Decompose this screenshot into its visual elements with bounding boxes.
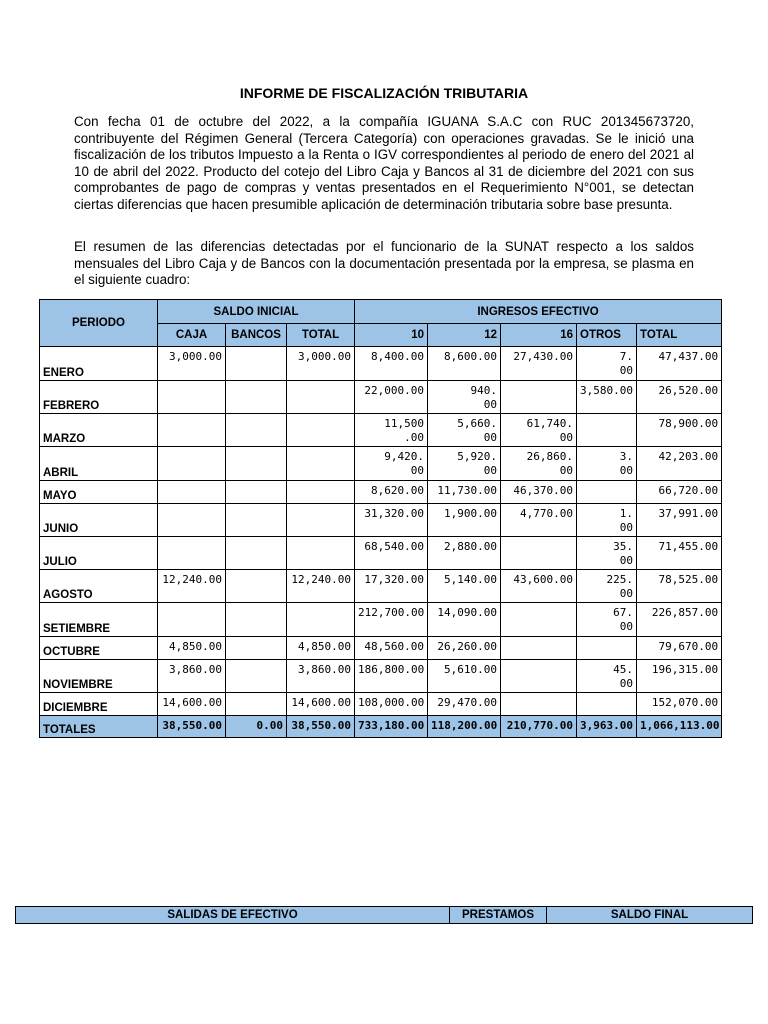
value-cell-c16: 46,370.00 bbox=[501, 481, 577, 504]
value-cell-c10: 22,000.00 bbox=[355, 381, 428, 414]
value-cell-bancos bbox=[226, 660, 287, 693]
value-cell-c16: 61,740. 00 bbox=[501, 414, 577, 447]
header-salidas-efectivo: SALIDAS DE EFECTIVO bbox=[16, 907, 450, 924]
total-cell-total2: 1,066,113.00 bbox=[637, 716, 722, 738]
value-cell-bancos bbox=[226, 570, 287, 603]
value-cell-total bbox=[287, 414, 355, 447]
value-cell-c12: 26,260.00 bbox=[428, 637, 501, 660]
period-cell: ENERO bbox=[40, 347, 158, 381]
value-cell-c10: 186,800.00 bbox=[355, 660, 428, 693]
value-cell-caja bbox=[158, 414, 226, 447]
value-cell-c16: 4,770.00 bbox=[501, 504, 577, 537]
header-total-ingresos: TOTAL bbox=[637, 324, 722, 347]
value-cell-otros bbox=[577, 414, 637, 447]
value-cell-otros bbox=[577, 693, 637, 716]
table-row bbox=[40, 447, 722, 481]
value-cell-total2: 66,720.00 bbox=[637, 481, 722, 504]
table-row bbox=[40, 693, 722, 716]
value-cell-bancos bbox=[226, 447, 287, 481]
period-cell: JUNIO bbox=[40, 504, 158, 537]
value-cell-otros bbox=[577, 637, 637, 660]
value-cell-c16 bbox=[501, 660, 577, 693]
report-title: INFORME DE FISCALIZACIÓN TRIBUTARIA bbox=[239, 85, 529, 101]
value-cell-c10: 48,560.00 bbox=[355, 637, 428, 660]
value-cell-total2: 78,525.00 bbox=[637, 570, 722, 603]
value-cell-c16 bbox=[501, 603, 577, 637]
value-cell-caja bbox=[158, 447, 226, 481]
total-cell-bancos: 0.00 bbox=[226, 716, 287, 738]
value-cell-otros: 45. 00 bbox=[577, 660, 637, 693]
value-cell-c12: 1,900.00 bbox=[428, 504, 501, 537]
value-cell-c16 bbox=[501, 381, 577, 414]
value-cell-total2: 152,070.00 bbox=[637, 693, 722, 716]
value-cell-total bbox=[287, 504, 355, 537]
value-cell-otros: 3,580.00 bbox=[577, 381, 637, 414]
table-row bbox=[40, 537, 722, 570]
period-cell: MARZO bbox=[40, 414, 158, 447]
total-cell-otros: 3,963.00 bbox=[577, 716, 637, 738]
value-cell-c12: 5,920. 00 bbox=[428, 447, 501, 481]
value-cell-bancos bbox=[226, 637, 287, 660]
table-row bbox=[40, 637, 722, 660]
value-cell-c16 bbox=[501, 537, 577, 570]
value-cell-bancos bbox=[226, 347, 287, 381]
table-row bbox=[40, 603, 722, 637]
summary-paragraph: El resumen de las diferencias detectadas por el funcionario de la SUNAT respecto a los saldos mensuales del Libro Caja y de Bancos con la documentación presentada por la empresa, se plasma en el siguiente cuadro: bbox=[74, 239, 694, 288]
totals-label: TOTALES bbox=[40, 716, 158, 738]
value-cell-c10: 212,700.00 bbox=[355, 603, 428, 637]
value-cell-caja bbox=[158, 381, 226, 414]
value-cell-c12: 8,600.00 bbox=[428, 347, 501, 381]
value-cell-total: 14,600.00 bbox=[287, 693, 355, 716]
value-cell-otros: 3. 00 bbox=[577, 447, 637, 481]
value-cell-c16 bbox=[501, 693, 577, 716]
value-cell-bancos bbox=[226, 693, 287, 716]
value-cell-total bbox=[287, 537, 355, 570]
value-cell-caja: 12,240.00 bbox=[158, 570, 226, 603]
total-cell-c16: 210,770.00 bbox=[501, 716, 577, 738]
value-cell-bancos bbox=[226, 481, 287, 504]
value-cell-c12: 2,880.00 bbox=[428, 537, 501, 570]
total-cell-total: 38,550.00 bbox=[287, 716, 355, 738]
bottom-summary-table bbox=[15, 906, 753, 924]
value-cell-c16: 43,600.00 bbox=[501, 570, 577, 603]
value-cell-c10: 17,320.00 bbox=[355, 570, 428, 603]
header-caja: CAJA bbox=[158, 324, 226, 347]
value-cell-otros: 7. 00 bbox=[577, 347, 637, 381]
value-cell-total: 12,240.00 bbox=[287, 570, 355, 603]
value-cell-bancos bbox=[226, 537, 287, 570]
value-cell-c16 bbox=[501, 637, 577, 660]
value-cell-c12: 5,140.00 bbox=[428, 570, 501, 603]
value-cell-total: 3,000.00 bbox=[287, 347, 355, 381]
table-row bbox=[40, 660, 722, 693]
totals-row bbox=[40, 716, 722, 738]
value-cell-total bbox=[287, 481, 355, 504]
value-cell-bancos bbox=[226, 414, 287, 447]
value-cell-caja: 4,850.00 bbox=[158, 637, 226, 660]
value-cell-bancos bbox=[226, 603, 287, 637]
value-cell-total2: 42,203.00 bbox=[637, 447, 722, 481]
value-cell-c10: 31,320.00 bbox=[355, 504, 428, 537]
value-cell-caja bbox=[158, 481, 226, 504]
value-cell-c12: 14,090.00 bbox=[428, 603, 501, 637]
period-cell: OCTUBRE bbox=[40, 637, 158, 660]
value-cell-otros: 1. 00 bbox=[577, 504, 637, 537]
value-cell-total2: 26,520.00 bbox=[637, 381, 722, 414]
value-cell-c10: 68,540.00 bbox=[355, 537, 428, 570]
value-cell-c12: 5,610.00 bbox=[428, 660, 501, 693]
cash-flow-table bbox=[39, 299, 722, 738]
value-cell-caja: 14,600.00 bbox=[158, 693, 226, 716]
value-cell-total2: 196,315.00 bbox=[637, 660, 722, 693]
value-cell-total bbox=[287, 447, 355, 481]
value-cell-c10: 108,000.00 bbox=[355, 693, 428, 716]
value-cell-c12: 29,470.00 bbox=[428, 693, 501, 716]
intro-paragraph: Con fecha 01 de octubre del 2022, a la compañía IGUANA S.A.C con RUC 201345673720, contribuyente del Régimen General (Tercera Categoría) con operaciones gravadas. Se le inició una fiscalización de los tributos Impuesto a la Renta o IGV correspondientes al periodo de enero del 2021 al 10 de abril del 2022. Producto del cotejo del Libro Caja y Bancos al 31 de diciembre del 2021 con sus comprobantes de pago de compras y ventas presentados en el Requerimiento N°001, se detectan ciertas diferencias que hacen presumible aplicación de determinación tributaria sobre base presunta. bbox=[74, 114, 694, 212]
value-cell-otros: 225. 00 bbox=[577, 570, 637, 603]
header-otros: OTROS bbox=[577, 324, 637, 347]
period-cell: JULIO bbox=[40, 537, 158, 570]
table-row bbox=[40, 381, 722, 414]
value-cell-total: 3,860.00 bbox=[287, 660, 355, 693]
total-cell-c10: 733,180.00 bbox=[355, 716, 428, 738]
table-row bbox=[40, 347, 722, 381]
table-row bbox=[40, 481, 722, 504]
header-16: 16 bbox=[501, 324, 577, 347]
value-cell-c12: 11,730.00 bbox=[428, 481, 501, 504]
value-cell-total2: 79,670.00 bbox=[637, 637, 722, 660]
value-cell-c12: 5,660. 00 bbox=[428, 414, 501, 447]
header-saldo-inicial: SALDO INICIAL bbox=[158, 300, 355, 324]
value-cell-c16: 27,430.00 bbox=[501, 347, 577, 381]
table-row bbox=[40, 570, 722, 603]
header-total: TOTAL bbox=[287, 324, 355, 347]
value-cell-total bbox=[287, 381, 355, 414]
header-bancos: BANCOS bbox=[226, 324, 287, 347]
value-cell-otros: 35. 00 bbox=[577, 537, 637, 570]
value-cell-otros bbox=[577, 481, 637, 504]
value-cell-total: 4,850.00 bbox=[287, 637, 355, 660]
period-cell: FEBRERO bbox=[40, 381, 158, 414]
value-cell-caja: 3,000.00 bbox=[158, 347, 226, 381]
header-ingresos-efectivo: INGRESOS EFECTIVO bbox=[355, 300, 722, 324]
header-10: 10 bbox=[355, 324, 428, 347]
period-cell: ABRIL bbox=[40, 447, 158, 481]
value-cell-c12: 940. 00 bbox=[428, 381, 501, 414]
value-cell-bancos bbox=[226, 381, 287, 414]
period-cell: MAYO bbox=[40, 481, 158, 504]
value-cell-otros: 67. 00 bbox=[577, 603, 637, 637]
value-cell-total2: 71,455.00 bbox=[637, 537, 722, 570]
value-cell-total2: 226,857.00 bbox=[637, 603, 722, 637]
header-saldo-final: SALDO FINAL bbox=[547, 907, 753, 924]
value-cell-total bbox=[287, 603, 355, 637]
header-prestamos: PRESTAMOS bbox=[450, 907, 547, 924]
value-cell-total2: 37,991.00 bbox=[637, 504, 722, 537]
value-cell-c10: 8,400.00 bbox=[355, 347, 428, 381]
value-cell-bancos bbox=[226, 504, 287, 537]
value-cell-c10: 11,500 .00 bbox=[355, 414, 428, 447]
header-periodo: PERIODO bbox=[40, 300, 158, 347]
value-cell-c16: 26,860. 00 bbox=[501, 447, 577, 481]
period-cell: AGOSTO bbox=[40, 570, 158, 603]
value-cell-caja: 3,860.00 bbox=[158, 660, 226, 693]
value-cell-total2: 78,900.00 bbox=[637, 414, 722, 447]
value-cell-caja bbox=[158, 603, 226, 637]
table-row bbox=[40, 414, 722, 447]
value-cell-total2: 47,437.00 bbox=[637, 347, 722, 381]
value-cell-c10: 8,620.00 bbox=[355, 481, 428, 504]
period-cell: DICIEMBRE bbox=[40, 693, 158, 716]
total-cell-caja: 38,550.00 bbox=[158, 716, 226, 738]
header-12: 12 bbox=[428, 324, 501, 347]
value-cell-caja bbox=[158, 537, 226, 570]
table-row bbox=[40, 504, 722, 537]
period-cell: NOVIEMBRE bbox=[40, 660, 158, 693]
value-cell-c10: 9,420. 00 bbox=[355, 447, 428, 481]
value-cell-caja bbox=[158, 504, 226, 537]
period-cell: SETIEMBRE bbox=[40, 603, 158, 637]
total-cell-c12: 118,200.00 bbox=[428, 716, 501, 738]
